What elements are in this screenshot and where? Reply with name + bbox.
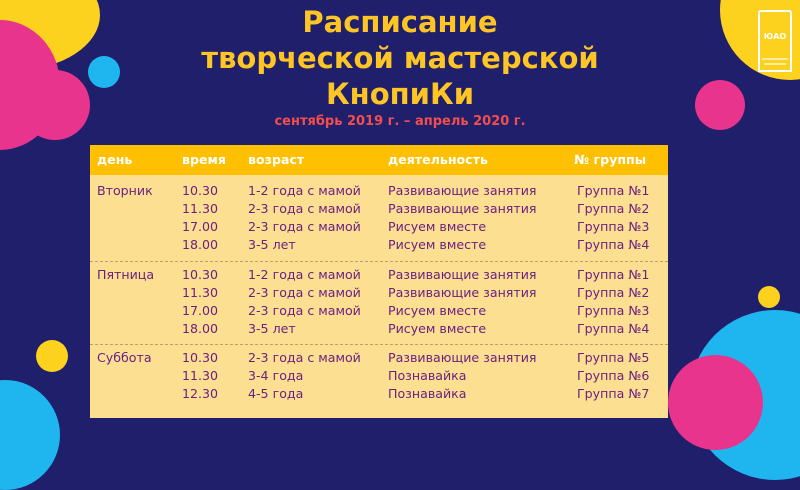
page-subtitle: сентябрь 2019 г. – апрель 2020 г. (274, 114, 526, 129)
group-cell: Группа №2 (577, 285, 650, 300)
logo-text: ЮАО (763, 32, 787, 41)
decor-dot-yellow-bottom-right (758, 286, 780, 308)
time-cell: 12.30 (182, 386, 219, 401)
time-cell: 11.30 (182, 201, 219, 216)
day-cell: Пятница (97, 267, 155, 282)
header-group: № группы (574, 152, 647, 167)
row-divider (90, 261, 668, 262)
table-header (90, 145, 668, 175)
activity-cell: Рисуем вместе (388, 219, 487, 234)
day-cell: Вторник (97, 183, 153, 198)
activity-cell: Развивающие занятия (388, 183, 537, 198)
age-cell: 3-5 лет (248, 237, 296, 252)
age-cell: 3-5 лет (248, 321, 296, 336)
age-cell: 3-4 года (248, 368, 304, 383)
group-cell: Группа №5 (577, 350, 650, 365)
group-cell: Группа №1 (577, 267, 650, 282)
activity-cell: Познавайка (388, 368, 467, 383)
header-age: возраст (248, 152, 305, 167)
activity-cell: Развивающие занятия (388, 285, 537, 300)
time-cell: 11.30 (182, 368, 219, 383)
age-cell: 2-3 года с мамой (248, 219, 361, 234)
group-cell: Группа №2 (577, 201, 650, 216)
group-cell: Группа №3 (577, 219, 650, 234)
group-cell: Группа №6 (577, 368, 650, 383)
age-cell: 2-3 года с мамой (248, 350, 361, 365)
group-cell: Группа №3 (577, 303, 650, 318)
time-cell: 11.30 (182, 285, 219, 300)
activity-cell: Познавайка (388, 386, 467, 401)
age-cell: 1-2 года с мамой (248, 183, 361, 198)
time-cell: 17.00 (182, 303, 219, 318)
title-line-1: Расписание (302, 5, 498, 39)
time-cell: 18.00 (182, 321, 219, 336)
activity-cell: Рисуем вместе (388, 303, 487, 318)
decor-blob-magenta-bottom-right (668, 355, 763, 450)
schedule-table (90, 145, 668, 418)
age-cell: 2-3 года с мамой (248, 303, 361, 318)
title-line-3: КнопиКи (325, 77, 475, 111)
activity-cell: Развивающие занятия (388, 201, 537, 216)
activity-cell: Рисуем вместе (388, 237, 487, 252)
age-cell: 2-3 года с мамой (248, 285, 361, 300)
age-cell: 4-5 года (248, 386, 304, 401)
header-time: время (182, 152, 226, 167)
age-cell: 1-2 года с мамой (248, 267, 361, 282)
group-cell: Группа №7 (577, 386, 650, 401)
decor-dot-yellow-bottom-left (36, 340, 68, 372)
row-divider (90, 344, 668, 345)
activity-cell: Развивающие занятия (388, 350, 537, 365)
time-cell: 10.30 (182, 350, 219, 365)
decor-blob-blue-bottom-left (0, 380, 60, 490)
time-cell: 10.30 (182, 267, 219, 282)
time-cell: 10.30 (182, 183, 219, 198)
activity-cell: Развивающие занятия (388, 267, 537, 282)
title-line-2: творческой мастерской (201, 41, 599, 75)
day-cell: Суббота (97, 350, 152, 365)
header-activity: деятельность (388, 152, 488, 167)
group-cell: Группа №4 (577, 321, 650, 336)
age-cell: 2-3 года с мамой (248, 201, 361, 216)
time-cell: 17.00 (182, 219, 219, 234)
header-day: день (97, 152, 133, 167)
group-cell: Группа №1 (577, 183, 650, 198)
group-cell: Группа №4 (577, 237, 650, 252)
page-title (0, 4, 800, 112)
activity-cell: Рисуем вместе (388, 321, 487, 336)
time-cell: 18.00 (182, 237, 219, 252)
